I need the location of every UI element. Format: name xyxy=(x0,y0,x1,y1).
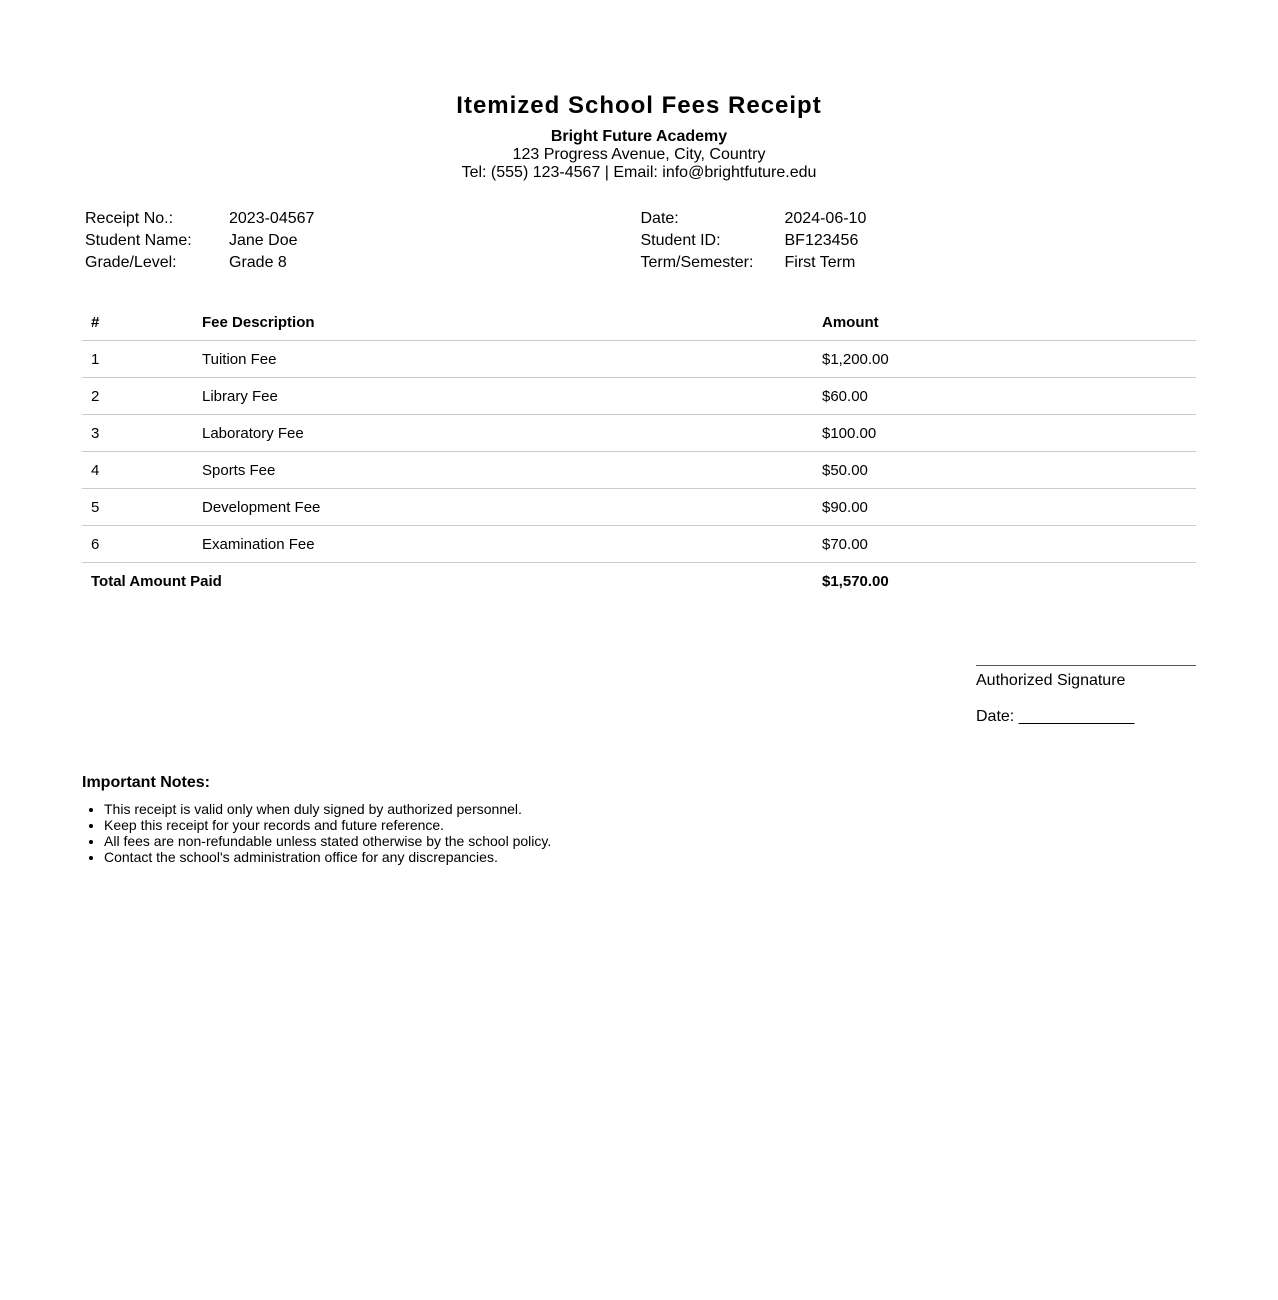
school-name: Bright Future Academy xyxy=(550,128,728,145)
info-row-student-name xyxy=(85,230,641,252)
info-row-student-id xyxy=(641,230,1197,252)
info-label: Student Name: xyxy=(85,232,192,249)
table-row xyxy=(82,415,1196,452)
school-contact: Tel: (555) 123-4567 | Email: info@brightfuture.edu xyxy=(461,164,817,181)
fee-description: Examination Fee xyxy=(193,526,813,563)
fee-amount: $60.00 xyxy=(813,378,1196,415)
table-header-row xyxy=(82,304,1196,341)
info-label: Receipt No.: xyxy=(85,210,174,227)
fee-description: Laboratory Fee xyxy=(193,415,813,452)
table-row xyxy=(82,341,1196,378)
table-row xyxy=(82,526,1196,563)
signature-label: Authorized Signature xyxy=(976,672,1126,689)
table-row xyxy=(82,378,1196,415)
signature-block xyxy=(976,665,1196,726)
fee-description: Development Fee xyxy=(193,489,813,526)
receipt-title: Itemized School Fees Receipt xyxy=(456,92,822,119)
row-number: 6 xyxy=(82,526,193,563)
total-label: Total Amount Paid xyxy=(91,573,222,590)
table-row xyxy=(82,452,1196,489)
info-value: 2023-04567 xyxy=(229,210,315,227)
list-item: • This receipt is valid only when duly signed by authorized personnel. xyxy=(104,801,1196,817)
info-label: Date: xyxy=(640,210,679,227)
row-number: 4 xyxy=(82,452,193,489)
list-item: • Contact the school's administration office for any discrepancies. xyxy=(104,849,1196,865)
info-label: Student ID: xyxy=(640,232,721,249)
signature-date-line: Date: _____________ xyxy=(976,708,1135,725)
fee-amount: $70.00 xyxy=(813,526,1196,563)
list-item: • Keep this receipt for your records and future reference. xyxy=(104,817,1196,833)
row-number: 3 xyxy=(82,415,193,452)
fee-amount: $1,200.00 xyxy=(813,341,1196,378)
fees-table xyxy=(82,304,1196,599)
info-value: Grade 8 xyxy=(229,254,287,271)
school-address: 123 Progress Avenue, City, Country xyxy=(512,146,766,163)
fee-amount: $90.00 xyxy=(813,489,1196,526)
info-label: Grade/Level: xyxy=(85,254,177,271)
total-amount: $1,570.00 xyxy=(822,573,889,590)
notes-list xyxy=(82,801,1196,865)
info-value: First Term xyxy=(784,254,856,271)
info-value: Jane Doe xyxy=(229,232,298,249)
important-notes xyxy=(82,773,1196,865)
info-column-left xyxy=(85,208,641,274)
info-label: Term/Semester: xyxy=(640,254,754,271)
receipt-info xyxy=(82,208,1196,274)
column-header-number: # xyxy=(82,304,193,341)
info-row-term xyxy=(641,252,1197,274)
receipt-header xyxy=(82,90,1196,182)
fee-amount: $50.00 xyxy=(813,452,1196,489)
info-row-date xyxy=(641,208,1197,230)
info-column-right xyxy=(641,208,1197,274)
row-number: 5 xyxy=(82,489,193,526)
column-header-description: Fee Description xyxy=(193,304,813,341)
fee-description: Library Fee xyxy=(193,378,813,415)
column-header-amount: Amount xyxy=(813,304,1196,341)
notes-title: Important Notes: xyxy=(82,774,210,791)
row-number: 1 xyxy=(82,341,193,378)
fee-description: Tuition Fee xyxy=(193,341,813,378)
info-value: 2024-06-10 xyxy=(784,210,867,227)
row-number: 2 xyxy=(82,378,193,415)
info-row-grade-level xyxy=(85,252,641,274)
table-row xyxy=(82,489,1196,526)
info-row-receipt-no xyxy=(85,208,641,230)
list-item: • All fees are non-refundable unless stated otherwise by the school policy. xyxy=(104,833,1196,849)
total-row xyxy=(82,563,1196,600)
info-value: BF123456 xyxy=(784,232,859,249)
fee-amount: $100.00 xyxy=(813,415,1196,452)
fee-description: Sports Fee xyxy=(193,452,813,489)
